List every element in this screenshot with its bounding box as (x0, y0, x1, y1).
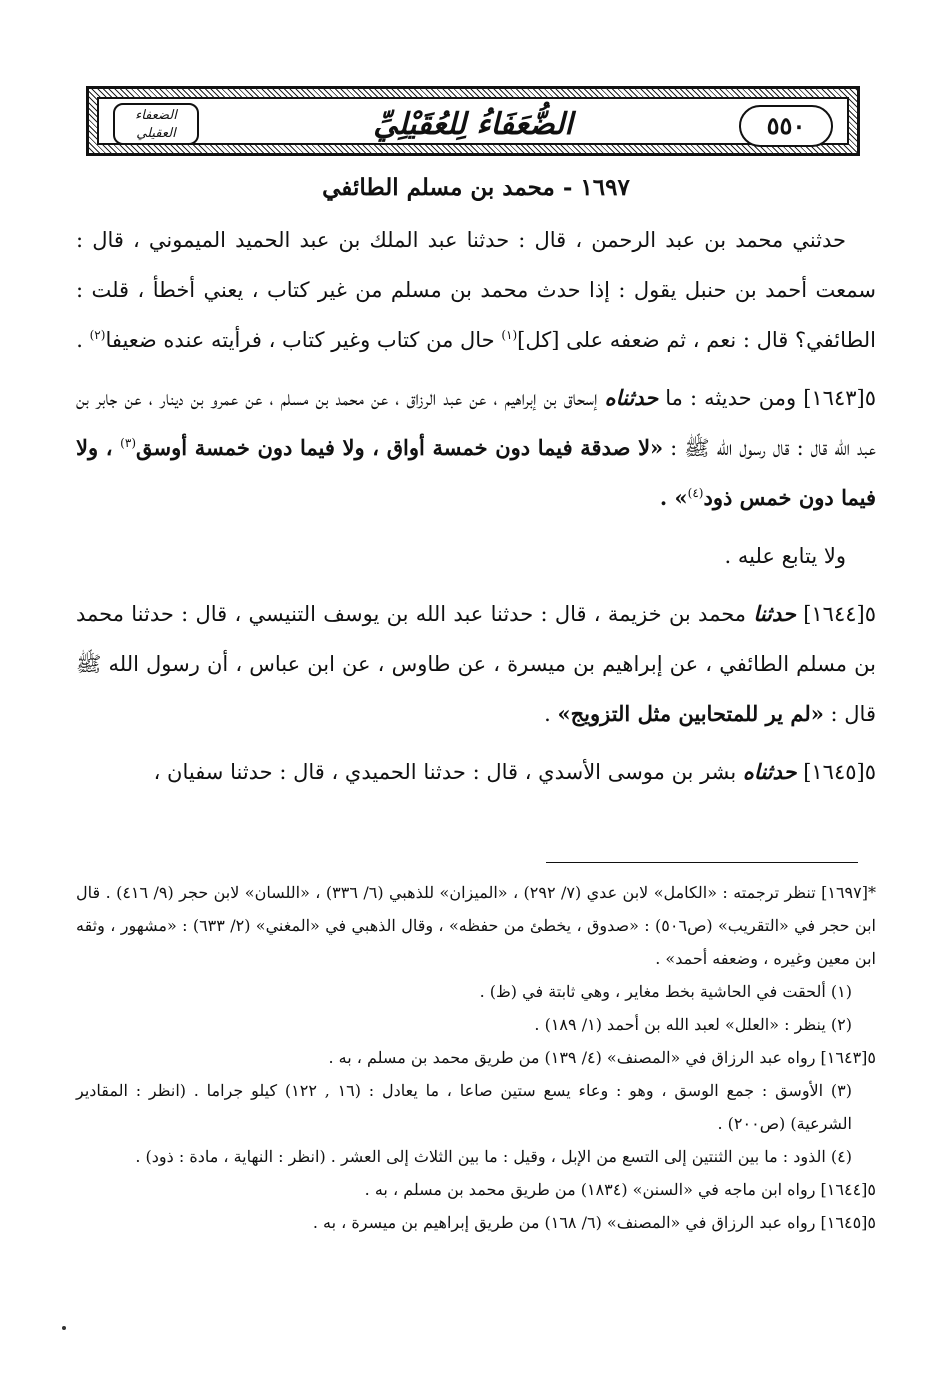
entry-title: ١٦٩٧ - محمد بن مسلم الطائفي (322, 174, 630, 201)
footnote-ref: (٢) (89, 328, 106, 342)
hadith-1644 (76, 589, 876, 739)
hadith-quote: «لم ير للمتحابين مثل التزويج» (557, 701, 824, 726)
hadith-1645 (76, 747, 876, 797)
page-header-frame (86, 86, 860, 156)
hadith-quote: ، ولا فيما دون خمس ذود (76, 435, 876, 510)
footnotes (76, 876, 876, 1239)
hadith-quote: «لا صدقة فيما دون خمسة أواق ، ولا فيما دون خمسة أوسق (136, 435, 664, 460)
paragraph-note: ولا يتابع عليه . (724, 544, 846, 568)
text: حدثني محمد بن عبد الرحمن ، قال : حدثنا عبد الملك بن عبد الحميد الميموني ، قال : سمعت أحمد بن حنبل يقول : إذا حدث محمد بن مسلم من غير كتاب ، يعني أخطأ ، قلت : الطائفي؟ قال : نعم ، ثم ضعفه على [كل] (76, 228, 876, 352)
text: . (544, 702, 558, 726)
footnote-item: (٢) ينظر : «العلل» لعبد الله بن أحمد (١/ ١٨٩) . (534, 1015, 852, 1034)
footnote-item: (١) ألحقت في الحاشية بخط مغاير ، وهي ثابتة في (ظ) . (479, 982, 852, 1001)
footnote-item: (٤) الذود : ما بين الثنتين إلى التسع من الإبل ، وقيل : ما بين الثلاث إلى العشر . (انظر : النهاية ، مادة : ذود) . (135, 1147, 852, 1166)
text: إسحاق بن إبراهيم ، عن عبد الرزاق ، عن محمد بن مسلم ، عن عمرو بن دينار ، عن جابر بن عبد الله قال : قال رسول الله ﷺ : (76, 386, 876, 460)
book-logo: الضعفاء العقيلي (113, 103, 199, 145)
narration-word: حدثناه (742, 759, 797, 784)
ink-dot (62, 1326, 66, 1330)
footnote-ref: (١) (501, 328, 518, 342)
hadith-number: ٥[١٦٤٣] ومن حديثه : ما (658, 386, 876, 410)
hadith-number: ٥[١٦٤٤] (795, 602, 876, 626)
text: حال من كتاب وغير كتاب ، فرأيته عنده ضعيفا (105, 328, 502, 352)
text: بشر بن موسى الأسدي ، قال : حدثنا الحميدي ، قال : حدثنا سفيان ، (153, 760, 743, 784)
footnote-item: ٥[١٦٤٣] رواه عبد الرزاق في «المصنف» (٤/ ١٣٩) من طريق محمد بن مسلم ، به . (328, 1048, 876, 1067)
footnote-item: ٥[١٦٤٤] رواه ابن ماجه في «السنن» (١٨٣٤) من طريق محمد بن مسلم ، به . (364, 1180, 876, 1199)
paragraph-intro (76, 215, 876, 365)
footnote-item: ٥[١٦٤٥] رواه عبد الرزاق في «المصنف» (٦/ ١٦٨) من طريق إبراهيم بن ميسرة ، به . (312, 1213, 876, 1232)
footnote-item: (٣) الأوسق : جمع الوسق ، وهو : وعاء يسع ستين صاعا ، ما يعادل : (١٦ , ١٢٢) كيلو جراما . (انظر : المقادير الشرعية) (ص٢٠٠) . (76, 1081, 852, 1133)
footnote-item: *[١٦٩٧] تنظر ترجمته : «الكامل» لابن عدي (٧/ ٢٩٢) ، «الميزان» للذهبي (٦/ ٣٣٦) ، «اللسان» لابن حجر (٩/ ٤١٦) . قال ابن حجر في «التقريب» (ص٥٠٦) : «صدوق ، يخطئ من حفظه» ، وقال الذهبي في «المغني» (٢/ ٦٣٣) : «مشهور ، وثقه ابن معين وغيره ، وضعفه أحمد» . (76, 883, 876, 968)
main-text (76, 170, 876, 797)
running-title: الضُّعَفَاءُ لِلعُقَيْلِيِّ (373, 107, 573, 142)
hadith-1643 (76, 373, 876, 523)
text: محمد بن خزيمة ، قال : حدثنا عبد الله بن يوسف التنيسي ، قال : حدثنا محمد بن مسلم الطائفي ، عن إبراهيم بن ميسرة ، عن طاوس ، عن ابن عباس ، أن رسول الله ﷺ قال : (76, 602, 876, 726)
text: » . (659, 485, 688, 510)
narration-word: حدثناه (604, 385, 659, 410)
footnote-ref: (٣) (120, 436, 136, 450)
page-number: ٥٥٠ (739, 105, 833, 147)
footnote-ref: (٤) (687, 486, 704, 500)
text: . (76, 328, 90, 352)
narration-word: حدثنا (753, 601, 796, 626)
page-header-inner (97, 97, 849, 145)
hadith-number: ٥[١٦٤٥] (796, 760, 876, 784)
footnote-divider (546, 862, 858, 863)
